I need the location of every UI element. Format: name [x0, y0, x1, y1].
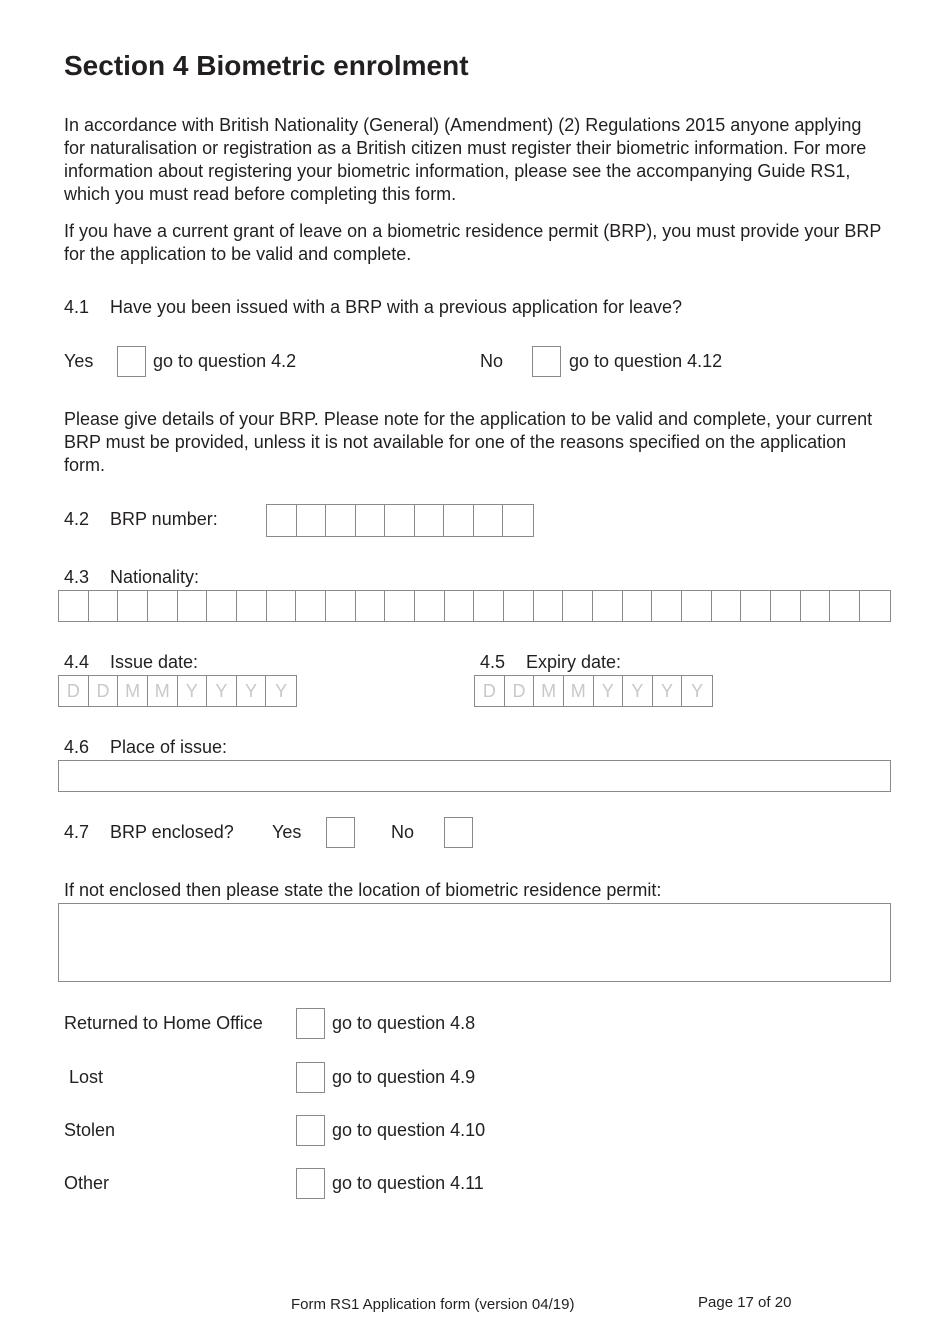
- char-cell: [267, 591, 297, 621]
- date-char-cell: D: [475, 676, 505, 706]
- question-number: 4.4: [64, 652, 90, 672]
- reason-returned-label: Returned to Home Office: [64, 1013, 263, 1033]
- char-cell: [623, 591, 653, 621]
- question-label: Place of issue:: [110, 737, 228, 757]
- char-cell: [445, 591, 475, 621]
- question-label: Nationality:: [110, 567, 200, 587]
- intro-paragraph-1: In accordance with British Nationality (General) (Amendment) (2) Regulations 2015 anyone applying for naturalisation or registration as a British citizen must register their biometric information. For more information about registering your biometric information, please see the accompanying Guide RS1, which you must read before completing this form.: [64, 115, 867, 204]
- not-enclosed-label: If not enclosed then please state the location of biometric residence permit:: [64, 880, 662, 900]
- date-char-cell: Y: [275, 681, 288, 701]
- question-4-3: [64, 566, 199, 588]
- date-char-cell: Y: [237, 676, 267, 706]
- reason-lost-goto: go to question 4.9: [332, 1067, 476, 1087]
- question-text: Have you been issued with a BRP with a previous application for leave?: [110, 297, 683, 317]
- char-cell: [504, 591, 534, 621]
- date-char-cell: Y: [594, 676, 624, 706]
- question-4-1: [64, 296, 682, 318]
- date-char-cell: Y: [691, 681, 704, 701]
- q41-yes-label: Yes: [64, 351, 94, 371]
- char-cell: [59, 591, 89, 621]
- char-cell: [801, 591, 831, 621]
- brp-number-input[interactable]: [266, 504, 534, 537]
- reason-other-label: Other: [64, 1173, 110, 1193]
- char-cell: [415, 505, 445, 536]
- char-cell: [415, 591, 445, 621]
- question-number: 4.3: [64, 567, 90, 587]
- char-cell: [741, 591, 771, 621]
- char-cell: [207, 591, 237, 621]
- place-of-issue-input[interactable]: [58, 760, 891, 792]
- reason-other-goto: go to question 4.11: [332, 1173, 484, 1193]
- footer-page-number: Page 17 of 20: [698, 1294, 792, 1311]
- char-cell: [118, 591, 148, 621]
- question-number: 4.5: [480, 652, 506, 672]
- char-cell: [593, 591, 623, 621]
- question-number: 4.7: [64, 822, 90, 842]
- reason-lost-checkbox[interactable]: [296, 1062, 325, 1093]
- question-label: BRP enclosed?: [110, 822, 234, 842]
- char-cell: [534, 591, 564, 621]
- question-label: BRP number:: [110, 509, 218, 529]
- char-cell: [712, 591, 742, 621]
- char-cell: [326, 505, 356, 536]
- q47-yes-checkbox[interactable]: [326, 817, 355, 848]
- char-cell: [830, 591, 860, 621]
- char-cell: [385, 505, 415, 536]
- q41-yes-goto: go to question 4.2: [153, 351, 297, 371]
- date-char-cell: M: [534, 676, 564, 706]
- char-cell: [860, 591, 890, 621]
- date-char-cell: Y: [623, 676, 653, 706]
- question-4-2: [64, 508, 218, 530]
- reason-returned-goto: go to question 4.8: [332, 1013, 476, 1033]
- char-cell: [474, 505, 504, 536]
- char-cell: [385, 591, 415, 621]
- reason-stolen-goto: go to question 4.10: [332, 1120, 486, 1140]
- date-char-cell: D: [89, 676, 119, 706]
- q47-no-label: No: [391, 822, 415, 842]
- reason-stolen-checkbox[interactable]: [296, 1115, 325, 1146]
- question-number: 4.1: [64, 297, 90, 317]
- date-char-cell: M: [564, 676, 594, 706]
- brp-location-textarea[interactable]: [58, 903, 891, 982]
- char-cell: [237, 591, 267, 621]
- q41-no-label: No: [480, 351, 504, 371]
- date-char-cell: D: [505, 676, 535, 706]
- char-cell: [296, 591, 326, 621]
- reason-other-checkbox[interactable]: [296, 1168, 325, 1199]
- char-cell: [356, 505, 386, 536]
- date-char-cell: M: [148, 676, 178, 706]
- question-number: 4.2: [64, 509, 90, 529]
- char-cell: [297, 505, 327, 536]
- reason-lost-label: Lost: [64, 1067, 104, 1087]
- char-cell: [89, 591, 119, 621]
- question-4-7: [64, 821, 234, 843]
- nationality-input[interactable]: [58, 590, 891, 622]
- brp-details-paragraph: Please give details of your BRP. Please note for the application to be valid and complete, your current BRP must be provided, unless it is not available for one of the reasons specified on the application form.: [64, 409, 873, 475]
- q47-no-checkbox[interactable]: [444, 817, 473, 848]
- question-number: 4.6: [64, 737, 90, 757]
- date-char-cell: Y: [207, 676, 237, 706]
- q41-no-goto: go to question 4.12: [569, 351, 723, 371]
- char-cell: [652, 591, 682, 621]
- expiry-date-input[interactable]: [474, 675, 713, 707]
- q41-yes-checkbox[interactable]: [117, 346, 146, 377]
- reason-stolen-label: Stolen: [64, 1120, 116, 1140]
- char-cell: [771, 591, 801, 621]
- reason-returned-checkbox[interactable]: [296, 1008, 325, 1039]
- question-label: Expiry date:: [526, 652, 622, 672]
- date-char-cell: D: [59, 676, 89, 706]
- char-cell: [474, 591, 504, 621]
- question-4-6: [64, 736, 227, 758]
- date-char-cell: Y: [178, 676, 208, 706]
- issue-date-input[interactable]: [58, 675, 297, 707]
- char-cell: [444, 505, 474, 536]
- char-cell: [326, 591, 356, 621]
- question-4-4: [64, 651, 198, 673]
- char-cell: [356, 591, 386, 621]
- char-cell: [267, 505, 297, 536]
- section-title: Section 4 Biometric enrolment: [64, 50, 469, 81]
- question-4-5: [480, 651, 621, 673]
- char-cell: [148, 591, 178, 621]
- char-cell: [503, 505, 533, 536]
- footer-form-version: Form RS1 Application form (version 04/19): [291, 1296, 575, 1313]
- q41-no-checkbox[interactable]: [532, 346, 561, 377]
- date-char-cell: M: [118, 676, 148, 706]
- question-label: Issue date:: [110, 652, 199, 672]
- q47-yes-label: Yes: [272, 822, 302, 842]
- char-cell: [682, 591, 712, 621]
- date-char-cell: Y: [653, 676, 683, 706]
- char-cell: [563, 591, 593, 621]
- intro-paragraph-2: If you have a current grant of leave on a biometric residence permit (BRP), you must provide your BRP for the application to be valid and complete.: [64, 221, 882, 264]
- char-cell: [178, 591, 208, 621]
